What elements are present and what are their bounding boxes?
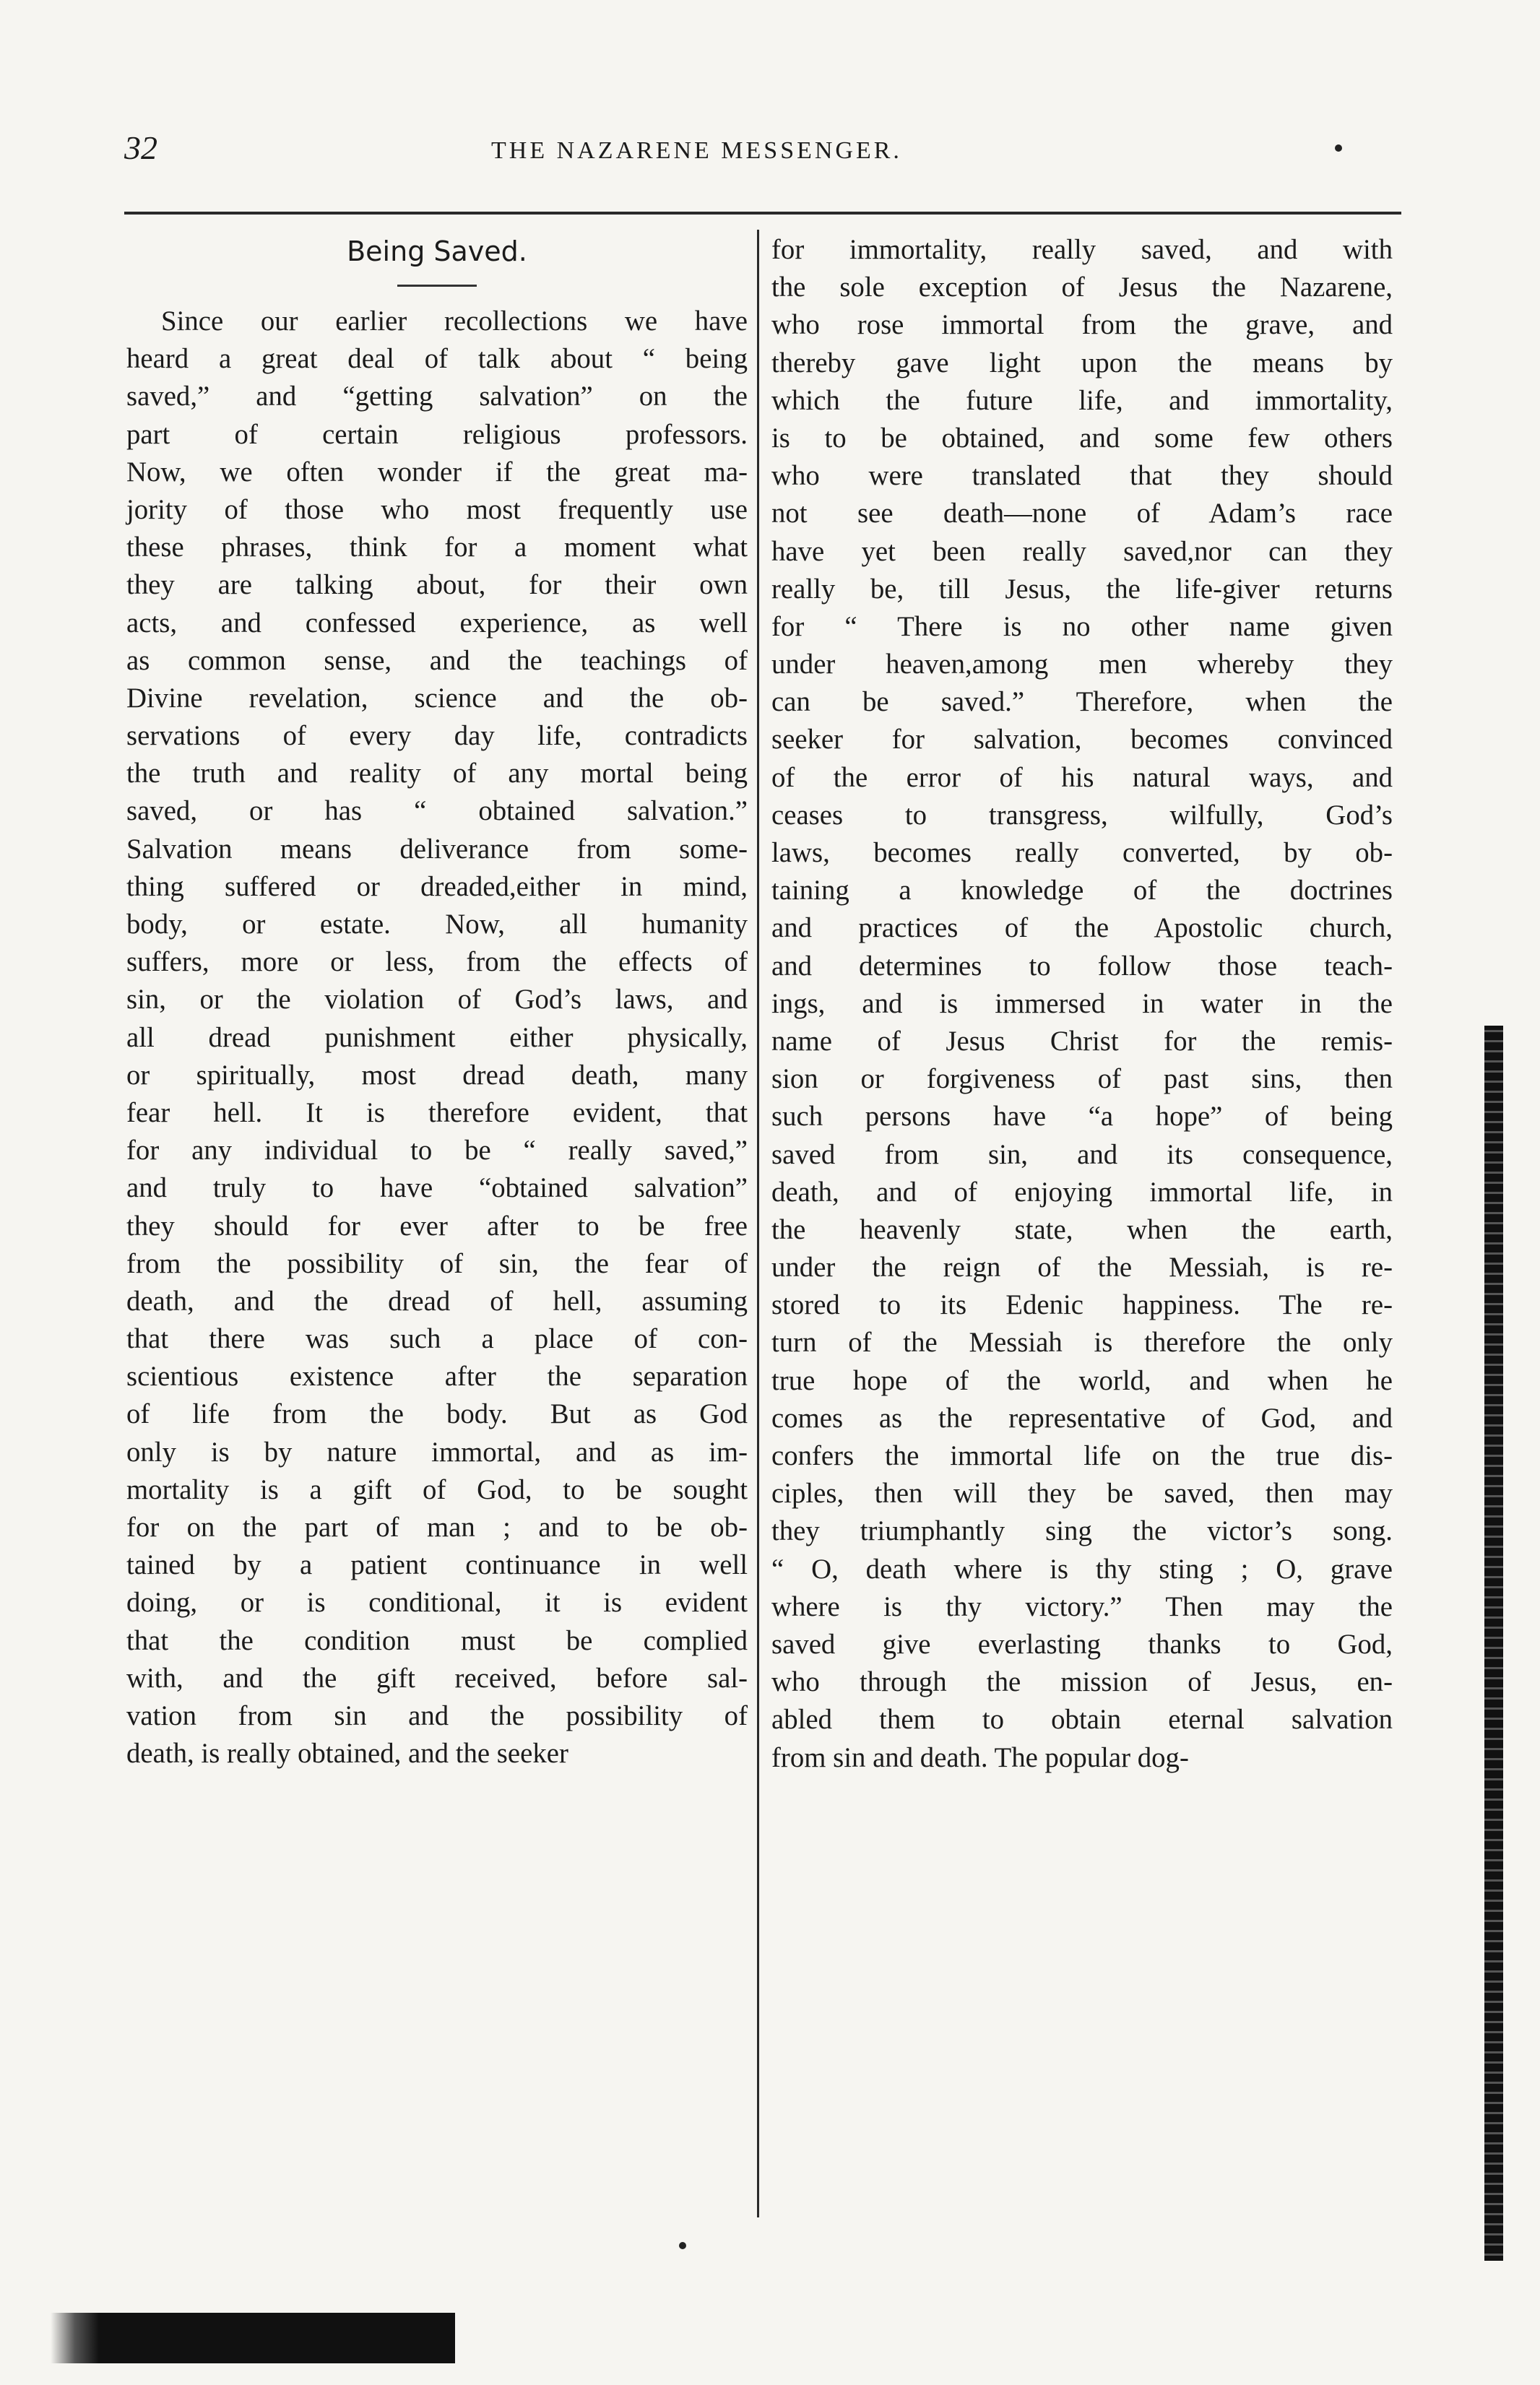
text-line: the heavenly state, when the earth, xyxy=(771,1213,1393,1245)
text-line: Since our earlier recollections we have xyxy=(161,306,748,337)
header-rule xyxy=(124,212,1401,215)
text-line: really be, till Jesus, the life-giver returns xyxy=(771,573,1393,605)
text-line: servations of every day life, contradicts xyxy=(126,720,748,752)
text-line: death, is really obtained, and the seeker xyxy=(126,1738,568,1770)
text-line: they are talking about, for their own xyxy=(126,569,748,601)
text-line: death, and the dread of hell, assuming xyxy=(126,1285,748,1317)
text-line: Salvation means deliverance from some- xyxy=(126,833,748,865)
text-line: of the error of his natural ways, and xyxy=(771,761,1393,793)
text-line: vation from sin and the possibility of xyxy=(126,1700,748,1731)
text-line: saved, or has “ obtained salvation.” xyxy=(126,795,748,827)
text-line: mortality is a gift of God, to be sought xyxy=(126,1473,748,1505)
text-line: comes as the representative of God, and xyxy=(771,1402,1393,1434)
text-line: thing suffered or dreaded,either in mind, xyxy=(126,870,748,902)
running-head: THE NAZARENE MESSENGER. xyxy=(491,137,902,164)
text-line: and truly to have “obtained salvation” xyxy=(126,1172,748,1204)
text-line: where is thy victory.” Then may the xyxy=(771,1590,1393,1622)
scan-edge-bottom xyxy=(51,2313,455,2363)
text-line: all dread punishment either physically, xyxy=(126,1021,748,1053)
text-line: saved give everlasting thanks to God, xyxy=(771,1628,1393,1660)
text-line: these phrases, think for a moment what xyxy=(126,532,748,563)
text-line: the truth and reality of any mortal being xyxy=(126,758,748,789)
text-line: seeker for salvation, becomes convinced xyxy=(771,724,1393,756)
stray-dot-header xyxy=(1335,144,1342,152)
text-line: they triumphantly sing the victor’s song. xyxy=(771,1515,1393,1547)
text-line: stored to its Edenic happiness. The re- xyxy=(771,1289,1393,1321)
text-line: “ O, death where is thy sting ; O, grave xyxy=(771,1553,1393,1585)
stray-dot-footer xyxy=(679,2242,686,2249)
text-line: from sin and death. The popular dog- xyxy=(771,1741,1189,1773)
text-line: which the future life, and immortality, xyxy=(771,384,1393,416)
text-line: ciples, then will they be saved, then may xyxy=(771,1478,1393,1510)
text-line: sion or forgiveness of past sins, then xyxy=(771,1063,1393,1095)
text-line: who through the mission of Jesus, en- xyxy=(771,1666,1393,1698)
text-line: sin, or the violation of God’s laws, and xyxy=(126,984,748,1016)
text-line: only is by nature immortal, and as im- xyxy=(126,1436,748,1468)
text-line: doing, or is conditional, it is evident xyxy=(126,1587,748,1619)
text-line: is to be obtained, and some few others xyxy=(771,422,1393,454)
column-divider xyxy=(757,230,759,2217)
text-line: who were translated that they should xyxy=(771,460,1393,492)
text-line: jority of those who most frequently use xyxy=(126,493,748,525)
text-line: Now, we often wonder if the great ma- xyxy=(126,456,748,488)
text-line: from the possibility of sin, the fear of xyxy=(126,1247,748,1279)
text-line: for immortality, really saved, and with xyxy=(771,234,1393,265)
article-title: Being Saved. xyxy=(347,235,527,267)
text-line: Divine revelation, science and the ob- xyxy=(126,682,748,714)
text-line: who rose immortal from the grave, and xyxy=(771,309,1393,341)
text-line: for any individual to be “ really saved,” xyxy=(126,1135,748,1166)
text-line: under the reign of the Messiah, is re- xyxy=(771,1252,1393,1284)
text-line: name of Jesus Christ for the remis- xyxy=(771,1025,1393,1057)
text-line: ceases to transgress, wilfully, God’s xyxy=(771,799,1393,831)
page-number: 32 xyxy=(124,129,157,166)
text-line: fear hell. It is therefore evident, that xyxy=(126,1096,748,1128)
text-line: turn of the Messiah is therefore the only xyxy=(771,1327,1393,1359)
text-line: and practices of the Apostolic church, xyxy=(771,912,1393,944)
left-column xyxy=(126,231,748,2225)
text-line: scientious existence after the separation xyxy=(126,1361,748,1393)
text-line: body, or estate. Now, all humanity xyxy=(126,909,748,940)
right-column xyxy=(771,231,1393,2225)
text-line: confers the immortal life on the true dis- xyxy=(771,1440,1393,1471)
text-line: the sole exception of Jesus the Nazarene, xyxy=(771,272,1393,303)
text-line: under heaven,among men whereby they xyxy=(771,649,1393,680)
text-line: can be saved.” Therefore, when the xyxy=(771,686,1393,718)
scan-edge-right xyxy=(1484,1026,1503,2261)
text-line: acts, and confessed experience, as well xyxy=(126,607,748,639)
text-line: of life from the body. But as God xyxy=(126,1398,748,1430)
text-line: not see death—none of Adam’s race xyxy=(771,498,1393,529)
text-line: laws, becomes really converted, by ob- xyxy=(771,837,1393,868)
text-line: for on the part of man ; and to be ob- xyxy=(126,1512,748,1543)
text-line: abled them to obtain eternal salvation xyxy=(771,1704,1393,1736)
text-line: ings, and is immersed in water in the xyxy=(771,987,1393,1019)
text-line: thereby gave light upon the means by xyxy=(771,347,1393,378)
text-line: taining a knowledge of the doctrines xyxy=(771,875,1393,906)
text-line: or spiritually, most dread death, many xyxy=(126,1059,748,1091)
text-line: such persons have “a hope” of being xyxy=(771,1101,1393,1133)
text-line: suffers, more or less, from the effects of xyxy=(126,946,748,978)
text-line: with, and the gift received, before sal- xyxy=(126,1662,748,1694)
text-line: and determines to follow those teach- xyxy=(771,950,1393,982)
text-line: true hope of the world, and when he xyxy=(771,1364,1393,1396)
text-line: death, and of enjoying immortal life, in xyxy=(771,1176,1393,1208)
text-line: saved,” and “getting salvation” on the xyxy=(126,381,748,412)
title-rule xyxy=(397,285,477,287)
text-line: have yet been really saved,nor can they xyxy=(771,535,1393,567)
text-line: saved from sin, and its consequence, xyxy=(771,1138,1393,1170)
text-line: they should for ever after to be free xyxy=(126,1210,748,1242)
text-line: part of certain religious professors. xyxy=(126,418,748,450)
text-line: tained by a patient continuance in well xyxy=(126,1549,748,1581)
text-line: as common sense, and the teachings of xyxy=(126,644,748,676)
text-line: for “ There is no other name given xyxy=(771,610,1393,642)
text-line: heard a great deal of talk about “ being xyxy=(126,343,748,375)
text-line: that the condition must be complied xyxy=(126,1624,748,1656)
text-line: that there was such a place of con- xyxy=(126,1323,748,1355)
